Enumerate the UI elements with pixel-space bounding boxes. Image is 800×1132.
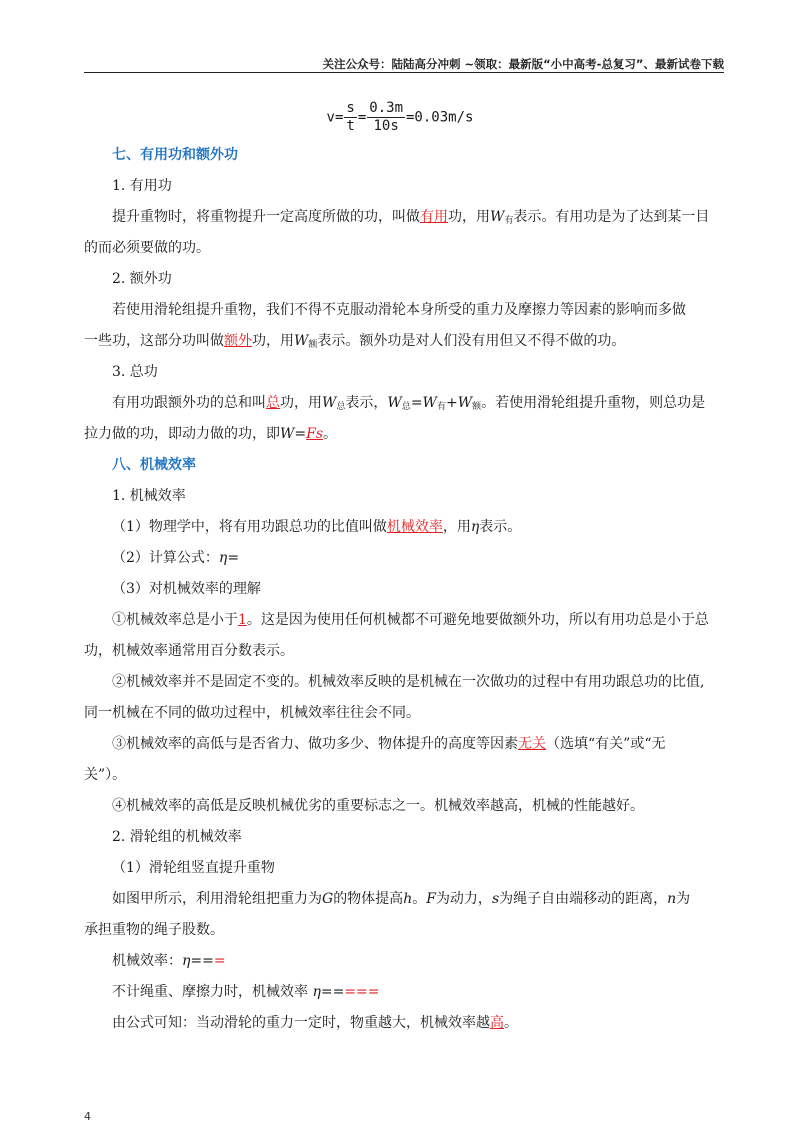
subscript: 有 <box>504 216 514 226</box>
subscript: 有 <box>436 402 446 412</box>
text: 拉力做的功，即动力做的功，即 <box>84 426 280 442</box>
answer-blank: 额外 <box>224 333 252 349</box>
answer-blank: 有用 <box>420 209 448 225</box>
paragraph-line <box>84 977 722 1008</box>
text: 功，用 <box>252 333 294 349</box>
text: 为动力， <box>435 891 492 907</box>
paragraph-line: 若使用滑轮组提升重物，我们不得不克服动滑轮本身所受的重力及摩擦力等因素的影响而多做 <box>112 302 686 318</box>
paragraph-line: 同一机械在不同的做功过程中，机械效率往往会不同。 <box>84 705 420 721</box>
text: = <box>294 426 307 442</box>
variable: η <box>218 550 228 566</box>
section-title: 七、有用功和额外功 <box>112 147 238 163</box>
text: ，用 <box>442 519 471 535</box>
text: 表示， <box>345 395 388 411</box>
subsection-title: 3. 总功 <box>112 364 158 380</box>
text: == <box>190 953 214 969</box>
text: ①机械效率总是小于 <box>112 612 238 628</box>
text: 表示。 <box>479 519 522 535</box>
answer-blank: 高 <box>490 1015 504 1031</box>
paragraph-line: 承担重物的绳子股数。 <box>84 922 224 938</box>
answer-blank: Fs <box>306 426 324 442</box>
paragraph-line <box>84 512 722 543</box>
fraction-numerator-value: 0.3m <box>369 100 403 116</box>
text: 为 <box>676 891 691 907</box>
text: 由公式可知：当动滑轮的重力一定时，物重越大，机械效率越 <box>112 1015 490 1031</box>
paragraph-line: 功，机械效率通常用百分数表示。 <box>84 643 294 659</box>
fraction-denominator: t <box>346 118 355 134</box>
variable: W <box>387 395 402 411</box>
text: 表示。有用功是为了达到某一目 <box>513 209 710 225</box>
fraction-values <box>367 100 405 135</box>
subscript: 额 <box>308 340 318 350</box>
fraction-denominator-value: 10s <box>373 118 399 134</box>
text: 机械效率： <box>112 953 182 969</box>
text: 表示。额外功是对人们没有用但又不得不做的功。 <box>317 333 626 349</box>
page-header: 关注公众号：陆陆高分冲刺 ~领取：最新版“小中高考-总复习”、最新试卷下载 <box>322 57 724 71</box>
text: 提升重物时，将重物提升一定高度所做的功，叫做 <box>112 209 420 225</box>
document-body <box>84 140 722 1039</box>
text: （选填“有关”或“无 <box>546 736 666 752</box>
subscript: 总 <box>401 402 411 412</box>
subsection-title: 2. 滑轮组的机械效率 <box>112 829 242 845</box>
text: 如图甲所示，利用滑轮组把重力为 <box>112 891 322 907</box>
variable: η <box>182 953 191 969</box>
paragraph-line <box>84 543 722 574</box>
text: 。 <box>323 426 338 442</box>
text: ③机械效率的高低与是否省力、做功多少、物体提升的高度等因素 <box>112 736 518 752</box>
paragraph-line <box>84 388 722 419</box>
variable: W <box>280 426 295 442</box>
text: 的物体提高 <box>333 891 404 907</box>
subscript: 额 <box>472 402 482 412</box>
paragraph-line: 的而必须要做的功。 <box>84 240 210 256</box>
text: + <box>445 395 458 411</box>
variable: W <box>422 395 437 411</box>
subscript: 总 <box>336 402 346 412</box>
variable: W <box>322 395 337 411</box>
paragraph-line <box>84 605 722 636</box>
formula-equals: = <box>357 109 367 126</box>
text: （1）物理学中，将有用功跟总功的比值叫做 <box>112 519 387 535</box>
variable: n <box>667 891 677 907</box>
variable: W <box>490 209 505 225</box>
formula-v: v= <box>326 109 344 126</box>
answer-blank: 总 <box>266 395 280 411</box>
variable: W <box>457 395 473 411</box>
text: 一些功，这部分功叫做 <box>84 333 224 349</box>
text: 。 <box>412 891 427 907</box>
text: 不计绳重、摩擦力时，机械效率 <box>112 984 308 1000</box>
variable: h <box>403 891 413 907</box>
text: 。 <box>504 1015 518 1031</box>
text: 有用功跟额外功的总和叫 <box>112 395 266 411</box>
variable: W <box>294 333 309 349</box>
subsection-title: 1. 机械效率 <box>112 488 186 504</box>
paragraph-line <box>84 729 722 760</box>
paragraph-line: ②机械效率并不是固定不变的。机械效率反映的是机械在一次做功的过程中有用功跟总功的比值, <box>112 674 705 690</box>
header-divider <box>84 72 724 73</box>
variable: s <box>491 891 500 907</box>
paragraph-line: ④机械效率的高低是反映机械优劣的重要标志之一。机械效率越高，机械的性能越好。 <box>112 798 644 814</box>
variable: G <box>322 891 334 907</box>
page-number: 4 <box>84 1110 91 1123</box>
text: 。这是因为使用任何机械都不可避免地要做额外功，所以有用功总是小于总 <box>246 612 709 628</box>
text: 为绳子自由端移动的距离， <box>499 891 668 907</box>
subsection-title: 1. 有用功 <box>112 178 172 194</box>
paragraph-line <box>84 884 722 915</box>
paragraph-line: （1）滑轮组竖直提升重物 <box>112 860 275 876</box>
variable: η <box>312 984 321 1000</box>
paragraph-line <box>84 326 722 357</box>
text: = <box>227 550 240 566</box>
variable: F <box>426 891 436 907</box>
fraction-numerator: s <box>346 100 355 116</box>
text: 功，用 <box>280 395 322 411</box>
subsection-title: 2. 额外功 <box>112 271 172 287</box>
answer-blank: 机械效率 <box>386 519 443 535</box>
paragraph-line: （3）对机械效率的理解 <box>112 581 261 597</box>
paragraph-line <box>84 946 722 977</box>
variable: η <box>470 519 480 535</box>
text: 功，用 <box>448 209 490 225</box>
text: 。若使用滑轮组提升重物，则总功是 <box>481 395 706 411</box>
formula-result: =0.03m/s <box>406 109 474 126</box>
velocity-formula <box>0 100 800 135</box>
paragraph-line <box>84 1008 722 1039</box>
text: （2）计算公式： <box>112 550 219 566</box>
fraction-s-over-t <box>344 100 356 135</box>
answer-blank: 1 <box>238 612 247 628</box>
paragraph-line <box>84 419 722 450</box>
text: == <box>320 984 345 1000</box>
paragraph-line <box>84 202 722 233</box>
section-title: 八、机械效率 <box>112 457 196 473</box>
text: = <box>410 395 423 411</box>
answer-blank: 无关 <box>518 736 546 752</box>
paragraph-line: 关”）。 <box>84 767 127 783</box>
answer-mark: = <box>213 953 226 969</box>
answer-mark: === <box>344 984 380 1000</box>
